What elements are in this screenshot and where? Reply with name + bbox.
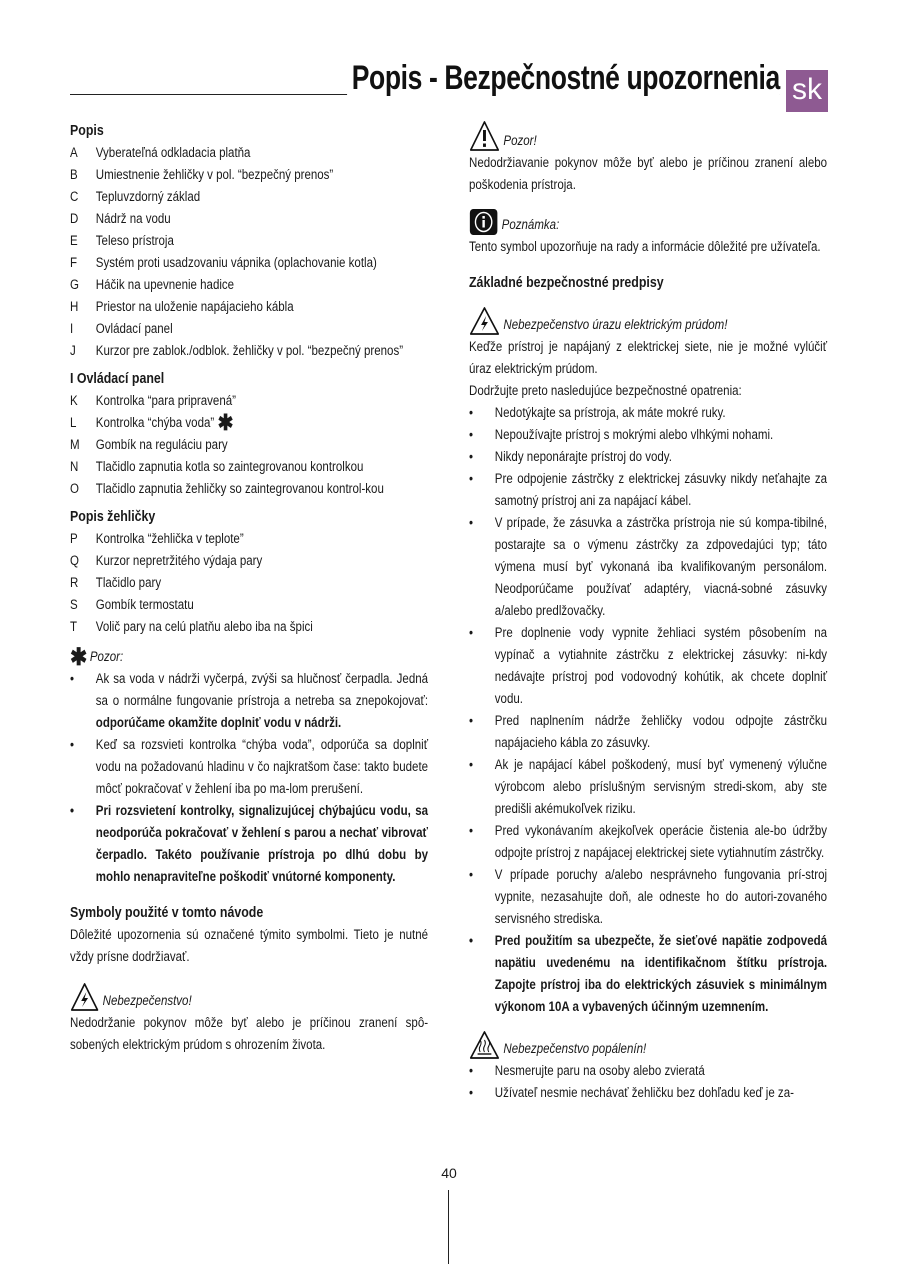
caution-label: Pozor! (503, 133, 537, 148)
caution-note (469, 120, 827, 152)
list-item: • V prípade poruchy a/alebo nesprávneho fungovania prí-stroj vypnite, nezasahujte doň, ale odneste ho do autori-zovaného servisného strediska. (469, 867, 828, 926)
hot-surface-icon (469, 1030, 500, 1060)
list-item: • Keď sa rozsvieti kontrolka “chýba voda”, odporúča sa doplniť vodu na požadovanú hladinu v čo najkratšom čase: takto budete môcť pokračovať v žehlení iba po ma-lom prerušení. (70, 737, 429, 796)
list-item: G Háčik na upevnenie hadice (70, 277, 235, 292)
list-item: L Kontrolka “chýba voda” ✱ (70, 410, 234, 435)
basic-safety-heading: Základné bezpečnostné predpisy (469, 275, 664, 291)
exclamation-warning-icon (469, 120, 500, 152)
list-item: N Tlačidlo zapnutia kotla so zaintegrovanou kontrolkou (70, 459, 364, 474)
electric-warning-icon (70, 982, 99, 1012)
list-item: J Kurzor pre zablok./odblok. žehličky v pol. “bezpečný prenos” (70, 343, 404, 358)
panel-heading: I Ovládací panel (70, 371, 165, 387)
list-item: P Kontrolka “žehlička v teplote” (70, 531, 244, 546)
list-item: B Umiestnenie žehličky v pol. “bezpečný prenos” (70, 167, 334, 182)
note-text: Tento symbol upozorňuje na rady a informácie dôležité pre užívateľa. (469, 239, 821, 254)
list-item: S Gombík termostatu (70, 597, 194, 612)
list-item: • Pred vykonávaním akejkoľvek operácie čistenia ale-bo údržby odpojte prístroj z napájacej elektrickej siete vytiahnutím zástrčky. (469, 823, 828, 860)
list-item: • Pri rozsvietení kontrolky, signalizujúcej chýbajúcu vodu, sa neodporúča pokračovať v žehlení s parou a nechať vibrovať čerpadlo. Takéto používanie prístroja po dlhú dobu by mohlo nenapraviteľne poškodiť vnútorné komponenty. (70, 803, 429, 884)
right-column (469, 120, 827, 1104)
list-item: F Systém proti usadzovaniu vápnika (oplachovanie kotla) (70, 255, 377, 270)
info-icon (469, 208, 498, 236)
note-label: Poznámka: (501, 217, 560, 232)
list-item: I Ovládací panel (70, 321, 173, 336)
shock-note (469, 306, 827, 336)
symbols-heading: Symboly použité v tomto návode (70, 905, 264, 921)
list-item: D Nádrž na vodu (70, 211, 171, 226)
list-item: M Gombík na reguláciu pary (70, 437, 228, 452)
shock-text-1: Keďže prístroj je napájaný z elektrickej siete, nie je možné vylúčiť úraz elektrickým prúdom. (469, 339, 828, 376)
shock-text-2: Dodržujte preto nasledujúce bezpečnostné opatrenia: (469, 383, 742, 398)
list-item: • Nedotýkajte sa prístroja, ak máte mokré ruky. (469, 405, 726, 420)
list-item: E Teleso prístroja (70, 233, 174, 248)
danger-note (70, 982, 428, 1012)
list-item: T Volič pary na celú platňu alebo iba na špici (70, 619, 313, 634)
footer-divider (448, 1190, 449, 1264)
list-item: • V prípade, že zásuvka a zástrčka prístroja nie sú kompa-tibilné, postarajte sa o výmenu zástrčky za zdpovedajúci typ; táto výmena musí byť vykonaná iba kvalifikovaným personálom. Neodporúčame používať adaptéry, viacná-sobné zásuvky a/alebo predlžovačky. (469, 515, 828, 618)
pozor-label: Pozor: (89, 649, 124, 664)
list-item: R Tlačidlo pary (70, 575, 162, 590)
list-item: • Nesmerujte paru na osoby alebo zvieratá (469, 1063, 705, 1078)
caution-text: Nedodržiavanie pokynov môže byť alebo je príčinou zranení alebo poškodenia prístroja. (469, 155, 828, 192)
list-item: O Tlačidlo zapnutia žehličky so zaintegrovanou kontrol-kou (70, 481, 384, 496)
list-item: • Užívateľ nesmie nechávať žehličku bez dohľadu keď je za- (469, 1085, 794, 1100)
list-item: K Kontrolka “para pripravená” (70, 393, 236, 408)
panel-list (70, 390, 428, 500)
pozor-note (70, 644, 428, 671)
list-item: • Nepoužívajte prístroj s mokrými alebo vlhkými nohami. (469, 427, 774, 442)
burn-label: Nebezpečenstvo popálenín! (503, 1041, 647, 1056)
left-column (70, 120, 428, 1056)
page-number: 40 (441, 1165, 457, 1181)
language-badge: sk (786, 70, 828, 112)
info-note (469, 208, 827, 236)
list-item: Q Kurzor nepretržitého výdaja pary (70, 553, 263, 568)
list-item: • Pre odpojenie zástrčky z elektrickej zásuvky nikdy neťahajte za samotný prístroj ani za napájací kábel. (469, 471, 828, 508)
asterisk-icon: ✱ (70, 644, 88, 671)
list-item: • Pred použitím sa ubezpečte, že sieťové napätie zodpovedá napätiu uvedenému na identifikačnom štítku prístroja. Zapojte prístroj iba do elektrických zásuviek s minimálnym výkonom 10A a vybavených účinným uzemnením. (469, 933, 828, 1014)
asterisk-icon: ✱ (217, 410, 234, 435)
list-item: C Tepluvzdorný základ (70, 189, 201, 204)
danger-text: Nedodržanie pokynov môže byť alebo je príčinou zranení spô-sobených elektrickým prúdom s ohrozením života. (70, 1015, 429, 1052)
electric-warning-icon (469, 306, 500, 336)
page-title: Popis - Bezpečnostné upozornenia (347, 56, 780, 100)
danger-label: Nebezpečenstvo! (102, 993, 192, 1008)
popis-list (70, 142, 428, 362)
list-item: • Pred naplnením nádrže žehličky vodou odpojte zástrčku napájacieho kábla zo zásuvky. (469, 713, 828, 750)
list-item: • Ak je napájací kábel poškodený, musí byť vymenený výlučne výrobcom alebo príslušným servisným stredi-skom, aby ste predišli akémukoľvek riziku. (469, 757, 828, 816)
list-item: • Pre doplnenie vody vypnite žehliaci systém pôsobením na vypínač a vytiahnite zástrčku z elektrickej zásuvky: ni-kdy nedávajte prístroj pod vodovodný kohútik, ak chcete doplniť vodu. (469, 625, 828, 706)
list-item: H Priestor na uloženie napájacieho kábla (70, 299, 294, 314)
list-item: • Ak sa voda v nádrži vyčerpá, zvýši sa hlučnosť čerpadla. Jedná sa o normálne fungovanie prístroja a netreba sa znepokojovať: odporúčame okamžite doplniť vodu v nádrži. (70, 671, 429, 730)
safety-list (469, 402, 827, 1018)
page-header (70, 56, 828, 112)
popis-heading: Popis (70, 123, 104, 139)
list-item: A Vyberateľná odkladacia platňa (70, 145, 251, 160)
burn-note (469, 1030, 827, 1060)
iron-heading: Popis žehličky (70, 509, 156, 525)
iron-list (70, 528, 428, 638)
symbols-text: Dôležité upozornenia sú označené týmito symbolmi. Tieto je nutné vždy prísne dodržiavať. (70, 927, 429, 964)
list-item: • Nikdy neponárajte prístroj do vody. (469, 449, 672, 464)
shock-label: Nebezpečenstvo úrazu elektrickým prúdom! (503, 317, 728, 332)
